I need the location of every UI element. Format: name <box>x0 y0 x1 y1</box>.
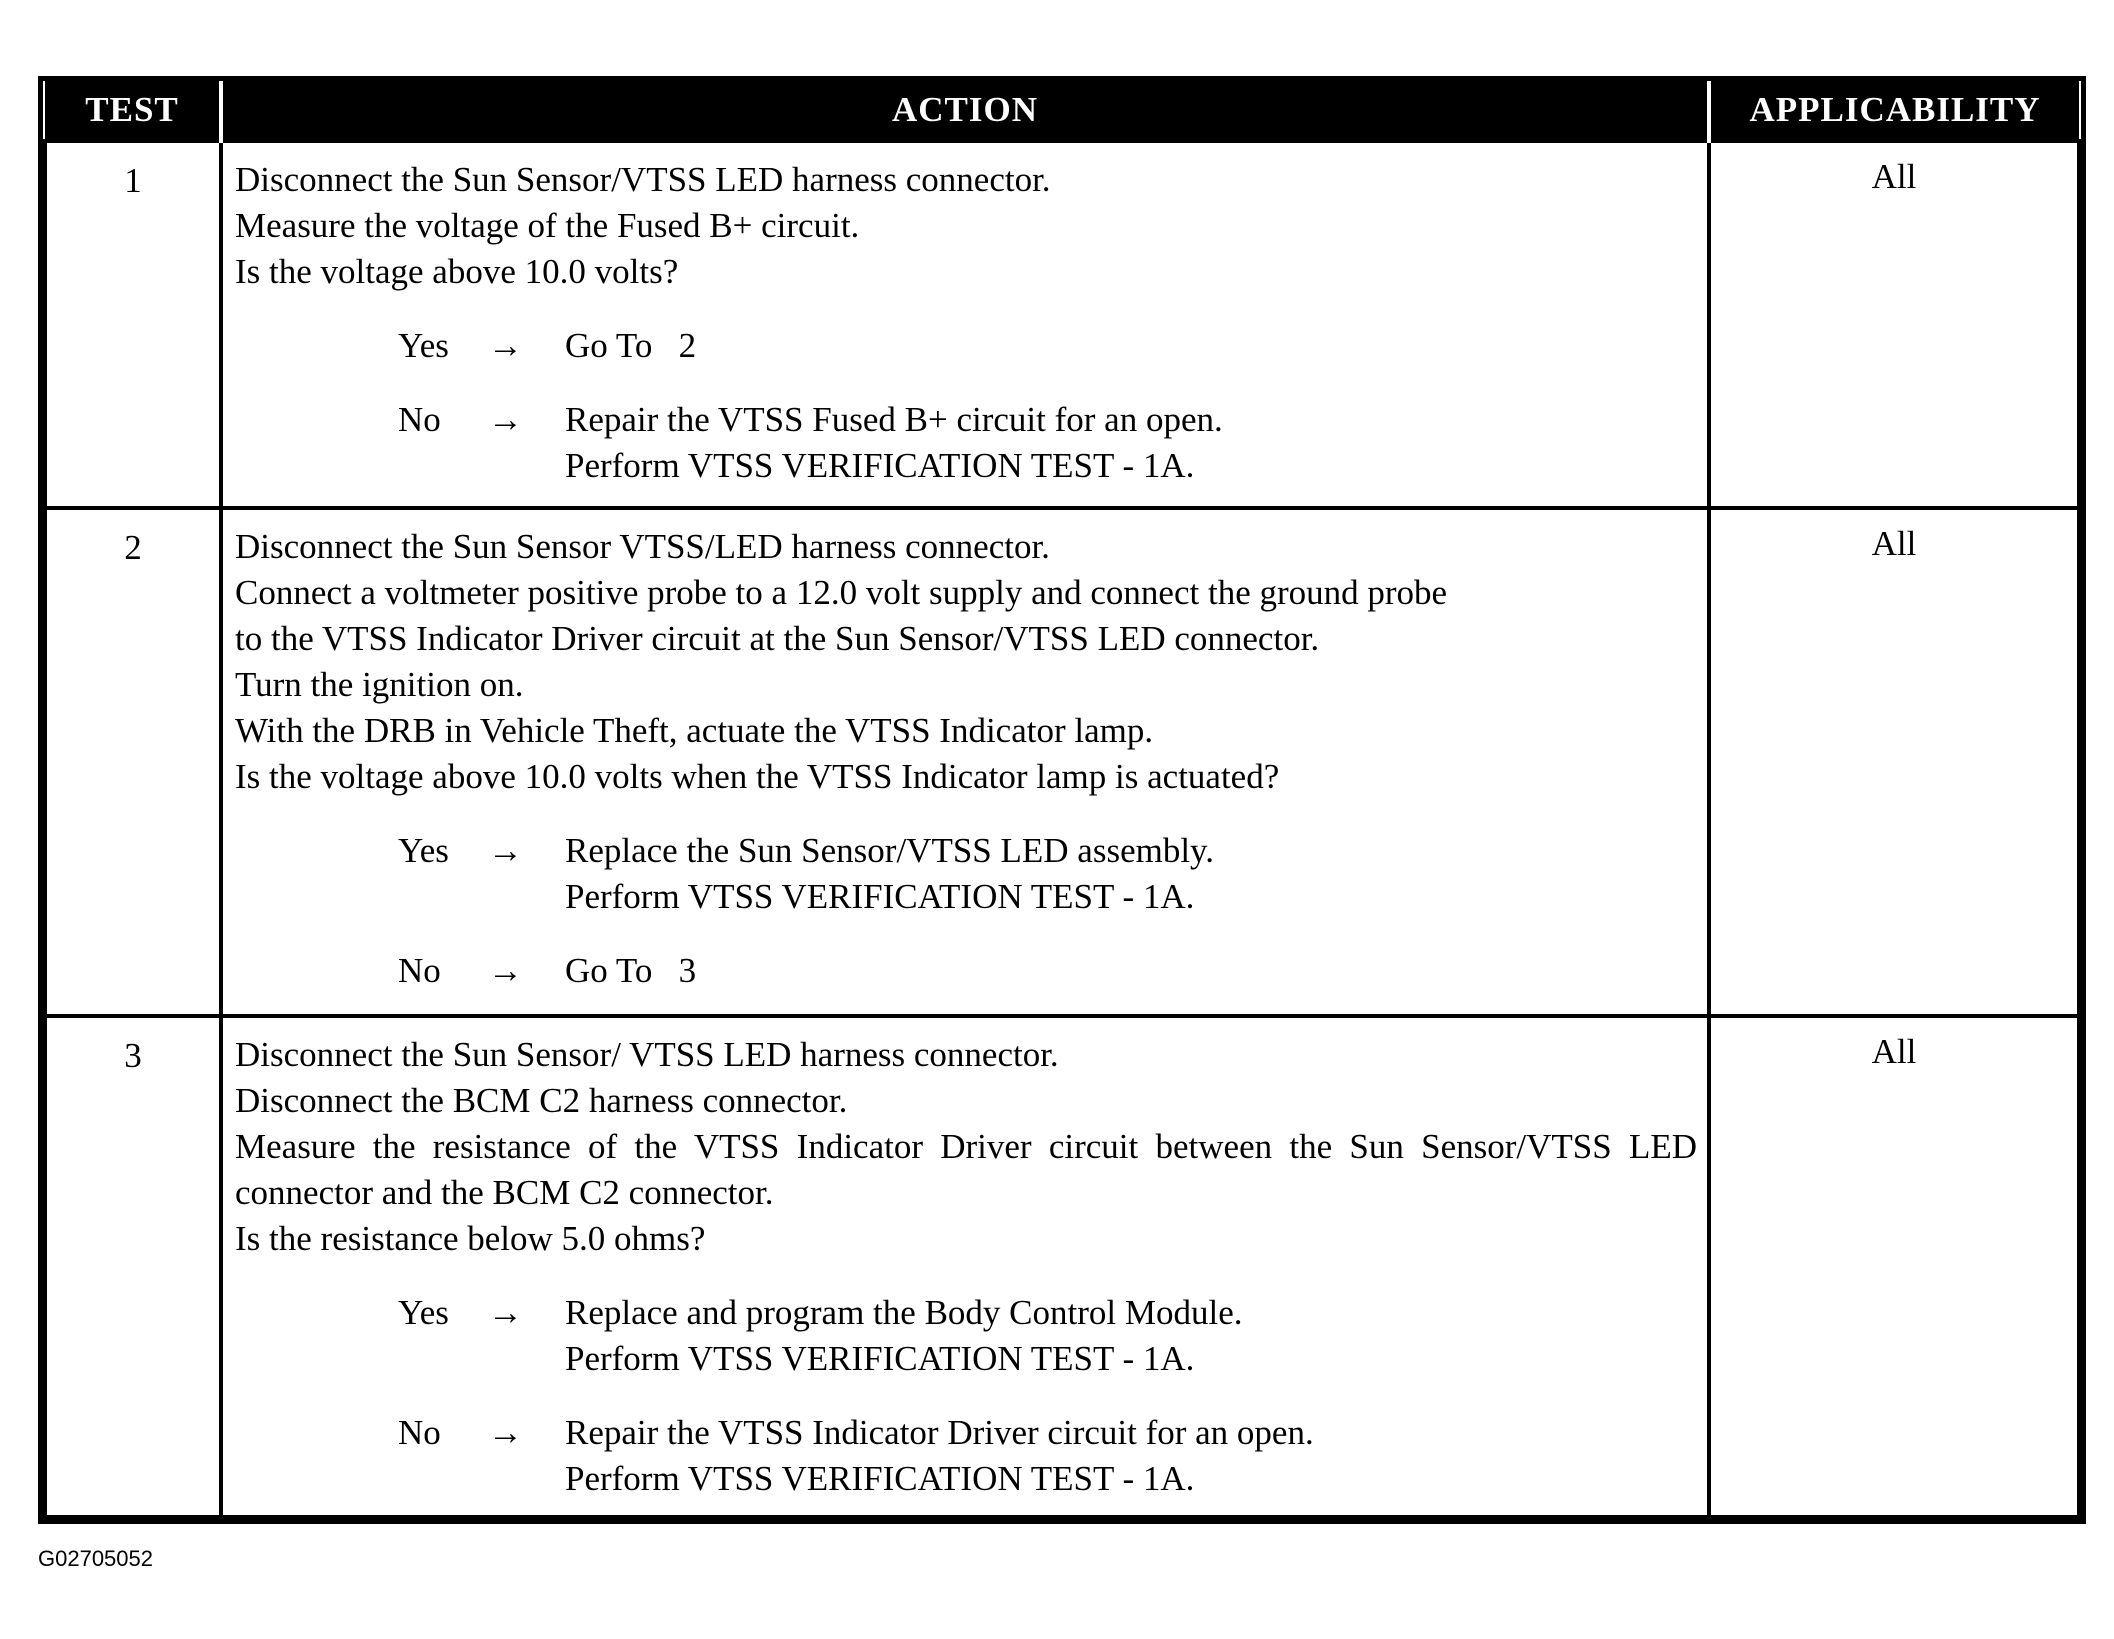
action-step: Turn the ignition on. <box>235 665 524 704</box>
action-step: Measure the resistance of the VTSS Indicator Driver circuit between the Sun Sensor/VTSS LED connector and the BCM C2 connector. <box>235 1127 1697 1212</box>
outcome-label: Yes <box>398 1293 449 1332</box>
outcome-line: Perform VTSS VERIFICATION TEST - 1A. <box>565 1459 1195 1498</box>
outcome-text <box>565 1290 1697 1382</box>
header-action: ACTION <box>221 81 1709 141</box>
outcome-text <box>565 948 1697 994</box>
action-step: Disconnect the Sun Sensor VTSS/LED harness connector. <box>235 527 1050 566</box>
action-step: Disconnect the Sun Sensor/VTSS LED harness connector. <box>235 160 1051 199</box>
arrow-right-icon: → <box>488 1413 523 1452</box>
outcome-yes <box>398 323 1697 369</box>
test-number: 3 <box>45 1016 221 1517</box>
action-step: Disconnect the Sun Sensor/ VTSS LED harness connector. <box>235 1035 1059 1074</box>
test-table <box>43 81 2081 1519</box>
outcome-line: Go To 3 <box>565 951 697 990</box>
figure-code: G02705052 <box>38 1546 153 1571</box>
outcome-yes <box>398 1290 1697 1382</box>
arrow-right-icon: → <box>488 400 523 439</box>
action-step: With the DRB in Vehicle Theft, actuate the VTSS Indicator lamp. <box>235 711 1154 750</box>
arrow-right-icon: → <box>488 1293 523 1332</box>
outcome-label: No <box>398 400 441 439</box>
arrow-right-icon: → <box>488 951 523 990</box>
action-cell <box>221 1016 1709 1517</box>
action-step: Is the resistance below 5.0 ohms? <box>235 1219 706 1258</box>
diagnostic-test-table <box>38 76 2086 1524</box>
outcome-text <box>565 397 1697 489</box>
table-row <box>45 141 2079 508</box>
outcome-line: Repair the VTSS Fused B+ circuit for an open. <box>565 400 1223 439</box>
action-step: Is the voltage above 10.0 volts? <box>235 252 679 291</box>
arrow-right-icon: → <box>488 831 523 870</box>
outcome-label: No <box>398 1413 441 1452</box>
applicability-value: All <box>1709 1016 2079 1517</box>
action-step: to the VTSS Indicator Driver circuit at the Sun Sensor/VTSS LED connector. <box>235 619 1320 658</box>
table-row <box>45 508 2079 1016</box>
outcome-line: Repair the VTSS Indicator Driver circuit for an open. <box>565 1413 1314 1452</box>
action-step: Is the voltage above 10.0 volts when the VTSS Indicator lamp is actuated? <box>235 757 1280 796</box>
action-step: Disconnect the BCM C2 harness connector. <box>235 1081 848 1120</box>
applicability-value: All <box>1709 141 2079 508</box>
arrow-right-icon: → <box>488 326 523 365</box>
outcome-label: No <box>398 951 441 990</box>
outcome-text <box>565 1410 1697 1502</box>
outcome-line: Replace the Sun Sensor/VTSS LED assembly. <box>565 831 1215 870</box>
action-cell <box>221 141 1709 508</box>
applicability-value: All <box>1709 508 2079 1016</box>
outcome-no <box>398 397 1697 489</box>
outcome-text <box>565 323 1697 369</box>
outcome-line: Perform VTSS VERIFICATION TEST - 1A. <box>565 877 1195 916</box>
test-number: 1 <box>45 141 221 508</box>
outcome-line: Perform VTSS VERIFICATION TEST - 1A. <box>565 446 1195 485</box>
action-cell <box>221 508 1709 1016</box>
outcome-no <box>398 948 1697 994</box>
header-applicability: APPLICABILITY <box>1709 81 2079 141</box>
action-step: Connect a voltmeter positive probe to a 12.0 volt supply and connect the ground probe <box>235 573 1448 612</box>
outcome-label: Yes <box>398 831 449 870</box>
outcome-text <box>565 828 1697 920</box>
outcome-line: Perform VTSS VERIFICATION TEST - 1A. <box>565 1339 1195 1378</box>
outcome-line: Replace and program the Body Control Module. <box>565 1293 1243 1332</box>
action-step: Measure the voltage of the Fused B+ circuit. <box>235 206 860 245</box>
outcome-yes <box>398 828 1697 920</box>
table-header-row <box>45 81 2079 141</box>
header-test: TEST <box>45 81 221 141</box>
table-row <box>45 1016 2079 1517</box>
test-number: 2 <box>45 508 221 1016</box>
outcome-label: Yes <box>398 326 449 365</box>
outcome-no <box>398 1410 1697 1502</box>
outcome-line: Go To 2 <box>565 326 697 365</box>
